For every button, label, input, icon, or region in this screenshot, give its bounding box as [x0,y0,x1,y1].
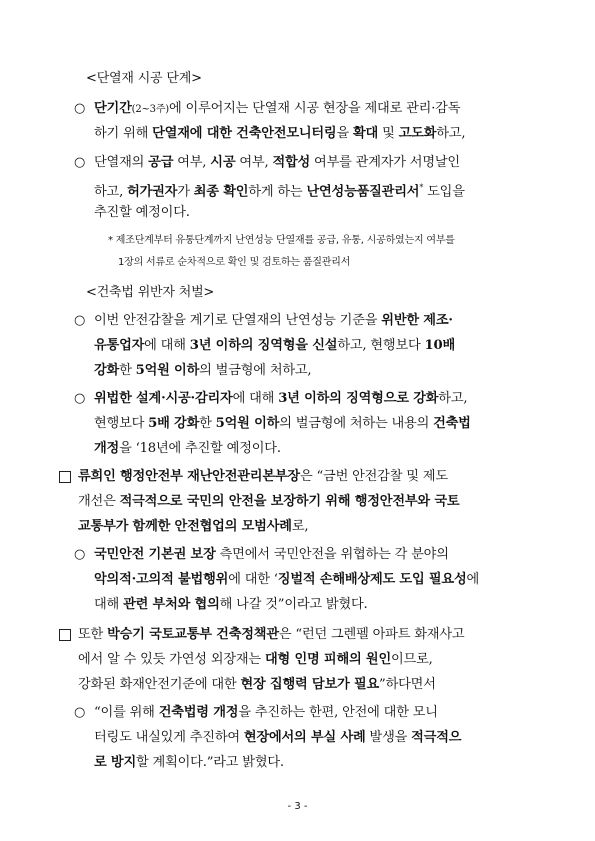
text-run: 또한 [78,627,108,642]
text-run: 10배 [424,338,456,353]
text-run: 허가권자 [127,184,178,200]
page-number: - 3 - [287,801,308,812]
text-run: 강화된 화재안전기준에 대한 [78,677,241,692]
paragraph-line [78,627,464,642]
text-run: 은 “금번 안전감찰 및 제도 [299,469,448,484]
paragraph-line [94,572,479,587]
text-run: 적극적으 [411,730,462,745]
text-run: 에 대해 [144,338,190,353]
text-run: 의 벌금형에 처하고, [199,363,312,378]
paragraph-line [94,730,461,745]
text-run: 강화 [94,363,120,378]
footnote-line: * 제조단계부터 유통단계까지 난연성능 단열재를 공급, 유통, 시공하였는지 여부를 [108,235,455,246]
paragraph-line [94,205,190,220]
text-run: 국민안전 기본권 보장 [94,547,216,562]
paragraph-line [94,101,460,117]
text-run: 난연성능품질관리서 [306,184,420,200]
section-heading-insulation: <단열재 시공 단계> [86,71,202,86]
text-run: 단열재의 [94,155,149,170]
text-run: 여부, [173,155,211,170]
paragraph-line [94,313,453,328]
text-run: 하고, [94,184,128,200]
text-run: 대해 [94,597,124,612]
text-run: 단열재에 대한 건축안전모니터링 [152,126,337,141]
text-run: 을 추진하는 한편, 안전에 대한 모니 [238,705,438,720]
text-run: 고도화 [398,126,437,141]
paragraph-line [94,755,284,770]
text-run: 할 계획이다.”라고 밝혔다. [136,755,284,770]
text-run: 5억원 이하 [215,416,280,431]
text-run: 의 벌금형에 처하는 내용의 [279,416,434,431]
text-run: 현장에서의 부실 사례 [243,730,366,745]
text-run: 에 대한 ‘ [228,572,278,587]
text-run: 측면에서 국민안전을 위협하는 각 분야의 [215,547,449,562]
paragraph-line [94,155,460,170]
text-run: 에 대해 [232,391,279,406]
paragraph-line [78,519,308,534]
text-run: 하고, 현행보다 [337,338,425,353]
circle-bullet-icon: ○ [74,547,86,562]
text-run: “이를 위해 [94,705,159,720]
text-run: 시공 [210,155,236,170]
text-run: 하고, [436,126,466,141]
text-run: 하고, [438,391,468,406]
paragraph-line [78,469,448,484]
footnote-line: 1장의 서류로 순차적으로 확인 및 검토하는 품질관리서 [118,257,351,268]
square-bullet-icon [59,629,71,641]
text-run: 도입을 [423,184,465,200]
text-run: 박승기 국토교통부 건축정책관 [107,627,279,642]
text-run: 건축법 [433,416,471,431]
text-run: 및 [378,126,399,141]
text-run: 징벌적 손해배상제도 도입 필요성 [277,572,467,587]
text-run: 로 방지 [94,755,137,770]
text-run: 유통업자 [94,338,145,353]
paragraph-line [94,126,465,141]
text-run: 공급 [148,155,174,170]
text-run: 에서 알 수 있듯 가연성 외장재는 [78,652,265,667]
text-run: 하게 하는 [248,184,307,200]
text-run: 건축법령 개정 [158,705,239,720]
paragraph-line [94,441,281,456]
text-run: * [419,183,424,192]
circle-bullet-icon: ○ [74,391,86,406]
text-run: 확대 [353,126,379,141]
text-run: 적극적으로 국민의 안전을 보장하기 위해 행정안전부와 국토 [119,494,460,509]
paragraph-line [94,180,465,199]
circle-bullet-icon: ○ [74,313,86,328]
text-run: 위반한 제조· [381,313,453,328]
text-run: 에 이루어지는 단열재 시공 현장을 제대로 관리·감독 [169,101,461,116]
text-run: 개선은 [78,494,120,509]
text-run: 3년 이하의 징역형을 신설 [189,338,338,353]
text-run: 여부를 관계자가 서명날인 [310,155,460,170]
text-run: 로, [291,519,309,534]
text-run: 류희인 행정안전부 재난안전관리본부장 [78,469,300,484]
text-run: 이번 안전감찰을 계기로 단열재의 난연성능 기준을 [94,313,382,328]
text-run: 현장 집행력 담보가 필요 [240,677,380,692]
paragraph-line [94,338,455,353]
text-run: 악의적·고의적 불법행위 [94,572,229,587]
text-run: 이므로, [391,652,433,667]
text-run: 위법한 설계·시공·감리자 [94,391,233,406]
text-run: 교통부가 함께한 안전협업의 모범사례 [78,519,292,534]
paragraph-line [78,494,459,509]
text-run: 을 [336,126,354,141]
paragraph-line [94,547,449,562]
text-run: 을 ‘18년에 추진할 예정이다. [119,441,281,456]
text-run: (2~3주) [131,104,169,115]
text-run: 단기간 [94,101,132,116]
section-heading-violators: <건축법 위반자 처벌> [86,285,215,300]
text-run: 관련 부처와 협의 [123,597,220,612]
text-run: 추진할 예정이다. [94,205,190,220]
paragraph-line [94,597,368,612]
text-run: 3년 이하의 징역형으로 강화 [278,391,439,406]
text-run: 해 나갈 것”이라고 밝혔다. [219,597,368,612]
square-bullet-icon [59,471,71,483]
text-run: 한 [199,416,216,431]
circle-bullet-icon: ○ [74,155,86,170]
text-run: 여부, [235,155,273,170]
circle-bullet-icon: ○ [74,705,86,720]
text-run: 발생을 [365,730,412,745]
circle-bullet-icon: ○ [74,101,86,116]
text-run: 은 “런던 그렌펠 아파트 화재사고 [278,627,465,642]
text-run: 에 [466,572,480,587]
text-run: 최종 확인 [193,184,249,200]
text-run: 대형 인명 피해의 원인 [264,652,391,667]
text-run: 가 [177,184,194,200]
paragraph-line [78,677,436,692]
paragraph-line [94,705,438,720]
text-run: 5배 강화 [148,416,200,431]
paragraph-line [94,416,471,431]
text-run: 5억원 이하 [135,363,200,378]
text-run: ”하다면서 [379,677,436,692]
paragraph-line [94,391,467,406]
paragraph-line [94,363,311,378]
text-run: 개정 [94,441,120,456]
text-run: 터링도 내실있게 추진하여 [94,730,244,745]
text-run: 한 [119,363,136,378]
text-run: 적합성 [272,155,311,170]
text-run: 현행보다 [94,416,149,431]
text-run: 하기 위해 [94,126,153,141]
paragraph-line [78,652,433,667]
